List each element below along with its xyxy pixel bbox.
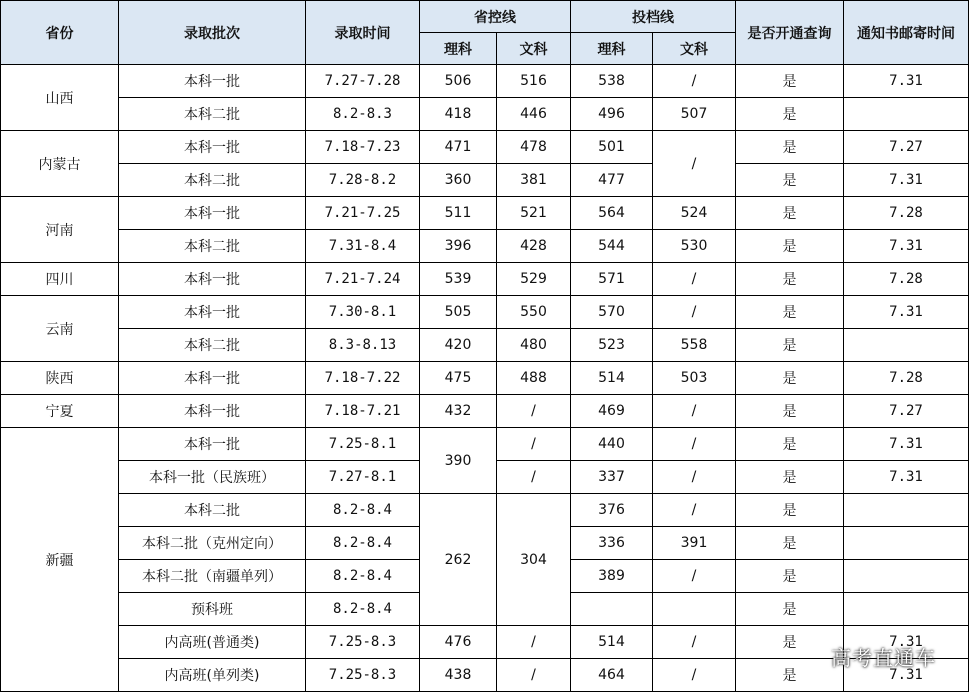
mail-cell [844,494,969,527]
header-province: 省份 [1,1,119,65]
filing-science-cell: 376 [571,494,653,527]
table-row [1,131,969,164]
filing-arts-cell: 507 [653,98,736,131]
filing-arts-cell: / [653,626,736,659]
batch-cell: 本科二批 [119,98,306,131]
query-cell: 是 [736,527,844,560]
table-row [1,98,969,131]
time-cell: 7.21-7.25 [306,197,420,230]
filing-arts-cell: / [653,560,736,593]
filing-arts-cell: / [653,65,736,98]
filing-arts-cell: / [653,395,736,428]
time-cell: 7.25-8.1 [306,428,420,461]
control-arts-cell: 516 [497,65,571,98]
province-cell: 四川 [1,263,119,296]
batch-cell: 本科一批 [119,296,306,329]
control-arts-cell: / [497,461,571,494]
control-arts-cell: / [497,659,571,692]
query-cell: 是 [736,428,844,461]
mail-cell: 7.31 [844,626,969,659]
query-cell: 是 [736,626,844,659]
mail-cell: 7.27 [844,131,969,164]
filing-science-cell [571,593,653,626]
batch-cell: 本科二批（克州定向） [119,527,306,560]
batch-cell: 本科二批（南疆单列） [119,560,306,593]
batch-cell: 本科一批 [119,362,306,395]
time-cell: 8.3-8.13 [306,329,420,362]
watermark-logo: 高考直通车 [831,646,936,670]
query-cell: 是 [736,65,844,98]
header-control-science: 理科 [420,33,497,65]
time-cell: 8.2-8.4 [306,527,420,560]
header-filing-line: 投档线 [571,1,736,33]
filing-science-cell: 464 [571,659,653,692]
time-cell: 7.30-8.1 [306,296,420,329]
table-row [1,494,969,527]
mail-cell [844,98,969,131]
filing-arts-cell: / [653,494,736,527]
query-cell: 是 [736,98,844,131]
mail-cell: 7.28 [844,362,969,395]
query-cell: 是 [736,197,844,230]
filing-science-cell: 389 [571,560,653,593]
mail-cell: 7.31 [844,65,969,98]
batch-cell: 内高班(单列类) [119,659,306,692]
province-cell: 河南 [1,197,119,263]
control-arts-cell: 488 [497,362,571,395]
query-cell: 是 [736,560,844,593]
control-arts-cell: / [497,626,571,659]
province-cell: 云南 [1,296,119,362]
mail-cell: 7.28 [844,263,969,296]
mail-cell: 7.31 [844,230,969,263]
control-science-cell: 262 [420,494,497,626]
province-cell: 新疆 [1,428,119,692]
header-filing-science: 理科 [571,33,653,65]
filing-arts-cell: / [653,461,736,494]
filing-science-cell: 496 [571,98,653,131]
batch-cell: 本科二批 [119,230,306,263]
table-row [1,230,969,263]
time-cell: 7.25-8.3 [306,626,420,659]
filing-science-cell: 571 [571,263,653,296]
control-arts-cell: 521 [497,197,571,230]
time-cell: 7.25-8.3 [306,659,420,692]
filing-science-cell: 440 [571,428,653,461]
filing-arts-cell: 558 [653,329,736,362]
control-arts-cell: / [497,395,571,428]
filing-arts-cell: 391 [653,527,736,560]
mail-cell: 7.28 [844,197,969,230]
mail-cell: 7.27 [844,395,969,428]
province-cell: 宁夏 [1,395,119,428]
header-control-arts: 文科 [497,33,571,65]
table-row [1,164,969,197]
filing-science-cell: 501 [571,131,653,164]
filing-arts-cell: / [653,428,736,461]
batch-cell: 本科一批 [119,197,306,230]
batch-cell: 预科班 [119,593,306,626]
query-cell: 是 [736,494,844,527]
control-science-cell: 360 [420,164,497,197]
batch-cell: 本科一批 [119,263,306,296]
table-row [1,362,969,395]
mail-cell: 7.31 [844,461,969,494]
filing-science-cell: 544 [571,230,653,263]
time-cell: 8.2-8.3 [306,98,420,131]
filing-science-cell: 570 [571,296,653,329]
time-cell: 7.28-8.2 [306,164,420,197]
control-arts-cell: 381 [497,164,571,197]
mail-cell: 7.31 [844,659,969,692]
control-science-cell: 475 [420,362,497,395]
control-science-cell: 476 [420,626,497,659]
control-arts-cell: / [497,428,571,461]
filing-arts-cell: 530 [653,230,736,263]
filing-arts-cell: / [653,131,736,197]
filing-arts-cell: 524 [653,197,736,230]
filing-arts-cell: 503 [653,362,736,395]
table-row [1,263,969,296]
filing-science-cell: 523 [571,329,653,362]
header-time: 录取时间 [306,1,420,65]
filing-science-cell: 337 [571,461,653,494]
batch-cell: 本科一批 [119,65,306,98]
mail-cell [844,593,969,626]
control-science-cell: 396 [420,230,497,263]
filing-arts-cell: / [653,296,736,329]
table-row [1,626,969,659]
query-cell: 是 [736,230,844,263]
query-cell: 是 [736,131,844,164]
control-arts-cell: 304 [497,494,571,626]
filing-science-cell: 538 [571,65,653,98]
time-cell: 7.18-7.23 [306,131,420,164]
control-arts-cell: 428 [497,230,571,263]
table-row [1,659,969,692]
batch-cell: 本科一批 [119,131,306,164]
table-row [1,329,969,362]
table-row [1,197,969,230]
batch-cell: 内高班(普通类) [119,626,306,659]
table-row [1,395,969,428]
filing-science-cell: 514 [571,626,653,659]
province-cell: 内蒙古 [1,131,119,197]
table-row [1,428,969,461]
table-row [1,65,969,98]
time-cell: 7.27-8.1 [306,461,420,494]
query-cell: 是 [736,263,844,296]
filing-science-cell: 469 [571,395,653,428]
batch-cell: 本科二批 [119,164,306,197]
query-cell: 是 [736,362,844,395]
control-arts-cell: 446 [497,98,571,131]
mail-cell [844,329,969,362]
control-science-cell: 539 [420,263,497,296]
time-cell: 7.18-7.22 [306,362,420,395]
query-cell: 是 [736,659,844,692]
time-cell: 8.2-8.4 [306,494,420,527]
query-cell: 是 [736,593,844,626]
control-arts-cell: 550 [497,296,571,329]
filing-arts-cell: / [653,263,736,296]
province-cell: 山西 [1,65,119,131]
batch-cell: 本科二批 [119,494,306,527]
control-arts-cell: 480 [497,329,571,362]
header-mail-time: 通知书邮寄时间 [844,1,969,65]
mail-cell: 7.31 [844,428,969,461]
time-cell: 8.2-8.4 [306,560,420,593]
batch-cell: 本科一批 [119,395,306,428]
filing-science-cell: 564 [571,197,653,230]
control-science-cell: 418 [420,98,497,131]
filing-arts-cell [653,593,736,626]
filing-science-cell: 336 [571,527,653,560]
filing-science-cell: 514 [571,362,653,395]
control-science-cell: 432 [420,395,497,428]
mail-cell [844,527,969,560]
control-science-cell: 390 [420,428,497,494]
header-query-open: 是否开通查询 [736,1,844,65]
control-science-cell: 438 [420,659,497,692]
time-cell: 7.21-7.24 [306,263,420,296]
header-control-line: 省控线 [420,1,571,33]
control-science-cell: 511 [420,197,497,230]
mail-cell: 7.31 [844,164,969,197]
query-cell: 是 [736,164,844,197]
table-row [1,296,969,329]
control-science-cell: 506 [420,65,497,98]
header-batch: 录取批次 [119,1,306,65]
query-cell: 是 [736,329,844,362]
filing-science-cell: 477 [571,164,653,197]
province-cell: 陕西 [1,362,119,395]
time-cell: 7.27-7.28 [306,65,420,98]
filing-arts-cell: / [653,659,736,692]
time-cell: 8.2-8.4 [306,593,420,626]
time-cell: 7.18-7.21 [306,395,420,428]
batch-cell: 本科一批 [119,428,306,461]
batch-cell: 本科二批 [119,329,306,362]
mail-cell [844,560,969,593]
batch-cell: 本科一批（民族班） [119,461,306,494]
query-cell: 是 [736,296,844,329]
mail-cell: 7.31 [844,296,969,329]
header-filing-arts: 文科 [653,33,736,65]
time-cell: 7.31-8.4 [306,230,420,263]
control-arts-cell: 478 [497,131,571,164]
control-science-cell: 505 [420,296,497,329]
control-arts-cell: 529 [497,263,571,296]
control-science-cell: 420 [420,329,497,362]
query-cell: 是 [736,461,844,494]
control-science-cell: 471 [420,131,497,164]
query-cell: 是 [736,395,844,428]
